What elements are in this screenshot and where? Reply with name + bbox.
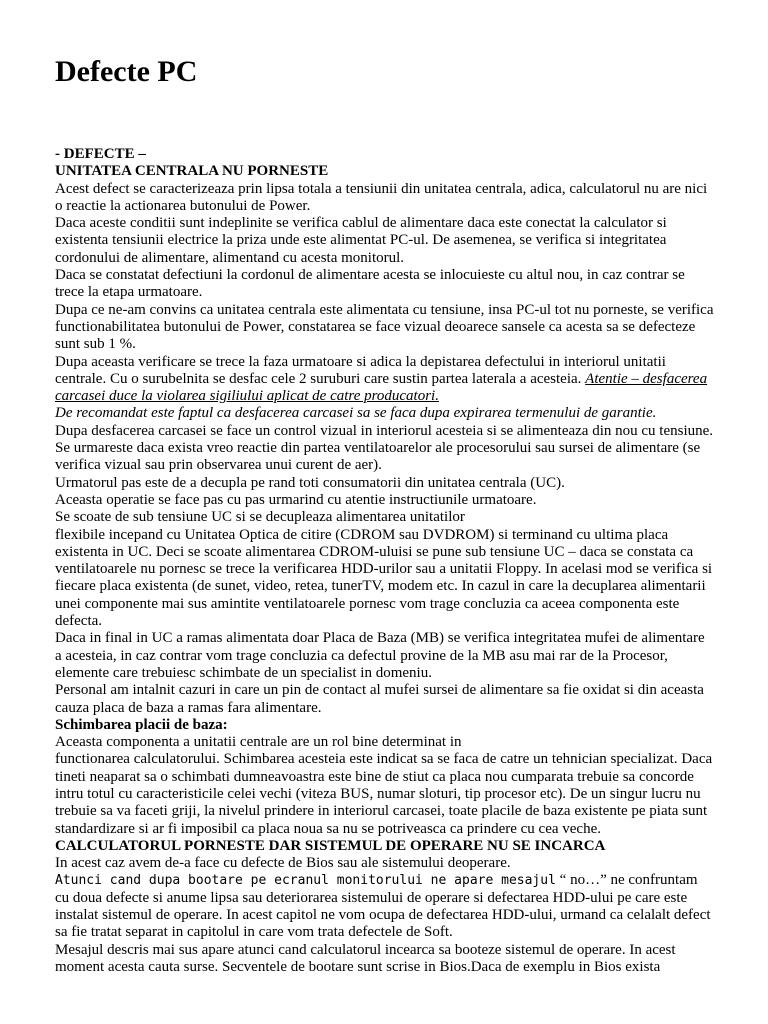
paragraph: In acest caz avem de-a face cu defecte de Bios sau ale sistemului deoperare. [55,855,511,872]
page-title: Defecte PC [55,55,198,88]
paragraph [55,354,715,406]
paragraph: Dupa ce ne-am convins ca unitatea centrala este alimentata cu tensiune, insa PC-ul tot nu porneste, se verifica functionabilitatea butonului de Power, constatarea se face vizual deoarece sansele ca acesta sa se defecteze sunt sub 1 %. [55,301,714,353]
paragraph: Dupa desfacerea carcasei se face un control vizual in interiorul acesteia si se alimenteaza din nou cu tensiune. Se urmareste daca exista vreo reactie din partea ventilatoarelor ale procesorului sau sursei de alimentare (se verifica vizual sau prin observarea unui curent de aer). [55,422,714,474]
paragraph [55,872,715,941]
paragraph: Aceasta componenta a unitatii centrale are un rol bine determinat in [55,734,462,751]
paragraph: Daca se constatat defectiuni la cordonul de alimentare acesta se inlocuieste cu altul nou, in caz contrar se trece la etapa urmatoare. [55,267,685,301]
paragraph: Acest defect se caracterizeaza prin lipsa totala a tensiunii din unitatea centrala, adica, calculatorul nu are nici o reactie la actionarea butonului de Power. [55,180,708,214]
paragraph: Daca in final in UC a ramas alimentata doar Placa de Baza (MB) se verifica integritatea mufei de alimentare a acesteia, in caz contrar vom trage concluzia ca defectul provine de la MB asu mai rar de la Procesor, elemente care trebuiesc schimbate de un specialist in domeniu. [55,630,705,681]
heading-sistem-operare: CALCULATORUL PORNESTE DAR SISTEMUL DE OPERARE NU SE INCARCA [55,837,606,854]
recommendation-text: De recomandat este faptul ca desfacerea carcasei sa se faca dupa expirarea termenului de garantie. [55,405,657,422]
warning-text: Atentie – desfacerea carcasei duce la violarea sigiliului aplicat de catre producatori. [55,370,708,405]
heading-schimbarea-placii: Schimbarea placii de baza: [55,716,228,733]
paragraph: Se scoate de sub tensiune UC si se decupleaza alimentarea unitatilor [55,509,465,526]
paragraph: Personal am intalnit cazuri in care un pin de contact al mufei sursei de alimentare sa fie oxidat si din aceasta cauza placa de baza a ramas fara alimentare. [55,682,704,716]
paragraph-text: ne confruntam cu doua defecte si anume lipsa sau deteriorarea sistemului de operare si defectarea HDD-ului pe care este instalat sistemul de operare. In acest capitol ne vom ocupa de defectarea HDD-ului, urmand ca celalalt defect sa fie tratat separat in capitolul in care vom trata defectele de Soft. [55,872,711,941]
heading-uc-nu-porneste: UNITATEA CENTRALA NU PORNESTE [55,163,329,180]
paragraph: Urmatorul pas este de a decupla pe rand toti consumatorii din unitatea centrala (UC). [55,474,565,491]
message-text: Atunci cand dupa bootare pe ecranul monitorului ne apare mesajul [55,873,556,889]
paragraph: Mesajul descris mai sus apare atunci cand calculatorul incearca sa booteze sistemul de operare. In acest moment acesta cauta surse. Secventele de bootare sunt scrise in Bios.Daca de exemplu in Bios exista [55,941,676,975]
section-defecte: - DEFECTE – [55,146,146,162]
document-body [55,146,715,976]
quoted-message: “ no…” [555,872,611,889]
paragraph: functionarea calculatorului. Schimbarea acesteia este indicat sa se faca de catre un tehnician specializat. Daca tineti neaparat sa o schimbati dumneavoastra este bine de stiut ca placa nou cumparata trebuie sa concorde intru totul cu caracteristicile celei vechi (viteza BUS, numar sloturi, tip procesor etc). De un singur lucru nu trebuie sa va faceti griji, la nivelul prindere in interiorul carcasei, toate placile de baza existente pe piata sunt standardizare si ar fi imposibil ca placa noua sa nu se potriveasca ca prindere cu cea veche. [55,751,713,837]
paragraph: Daca aceste conditii sunt indeplinite se verifica cablul de alimentare daca este conectat la calculator si existenta tensiunii electrice la priza unde este alimentat PC-ul. De asemenea, se verifica si integritatea cordonului de alimentare, alimentand cu acesta monitorul. [55,215,667,266]
paragraph: Aceasta operatie se face pas cu pas urmarind cu atentie instructiunile urmatoare. [55,491,537,508]
paragraph: flexibile incepand cu Unitatea Optica de citire (CDROM sau DVDROM) si terminand cu ultima placa existenta in UC. Deci se scoate alimentarea CDROM-uluisi se pune sub tensiune UC – daca se constata ca ventilatoarele nu pornesc se trece la verificarea HDD-urilor sau a unitatii Floppy. In acelasi mod se verifica si fiecare placa existenta (de sunet, video, retea, tunerTV, modem etc. In cazul in care la decuplarea alimentarii unei componente mai sus amintite ventilatoarele pornesc vom trage concluzia ca aceea componenta este defecta. [55,526,713,630]
paragraph-text: Dupa aceasta verificare se trece la faza urmatoare si adica la depistarea defectului in interiorul unitatii centrale. Cu o surubelnita se desfac cele 2 suruburi care sustin partea laterala a acesteia. [55,353,666,387]
